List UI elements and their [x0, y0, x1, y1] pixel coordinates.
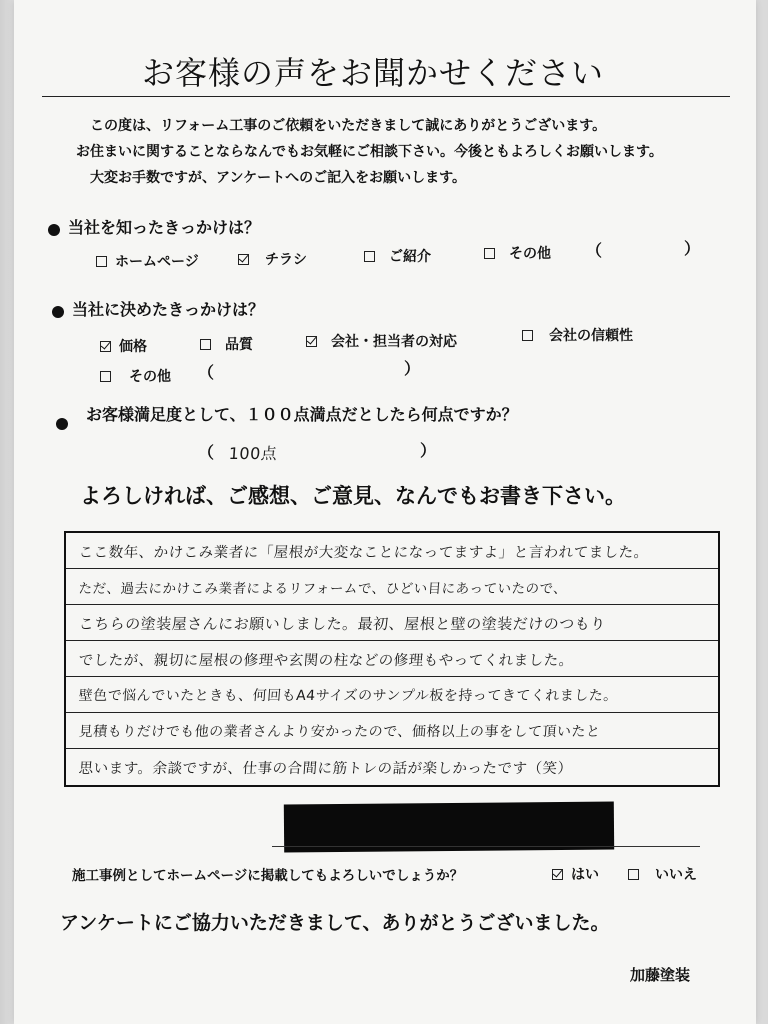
intro-line-2: お住まいに関することならなんでもお気軽にご相談下さい。今後ともよろしくお願いします。: [76, 144, 663, 160]
q3-paren-close: ）: [420, 441, 437, 460]
option-label: 会社・担当者の対応: [331, 334, 457, 350]
q3-paren-open: （: [198, 443, 215, 462]
intro-line-1: この度は、リフォーム工事のご依頼をいただきまして誠にありがとうございます。: [90, 118, 607, 134]
consent-yes[interactable]: [552, 864, 599, 884]
q1-paren-close: ）: [684, 239, 701, 258]
comment-line-5: 壁色で悩んでいたときも、何回もA4サイズのサンプル板を持ってきてくれました。: [78, 688, 619, 704]
comment-rule: [66, 748, 718, 749]
signature-line: [272, 846, 700, 847]
checkbox-icon[interactable]: [522, 330, 533, 341]
checkbox-icon[interactable]: [484, 248, 495, 259]
option-label: ご紹介: [389, 249, 431, 265]
q1-question: 当社を知ったきっかけは？: [68, 218, 261, 237]
q1-option-other[interactable]: [484, 243, 551, 263]
checkbox-checked-icon[interactable]: [238, 254, 249, 265]
comment-rule: [66, 676, 718, 677]
q2-option-price[interactable]: [100, 336, 147, 356]
comment-rule: [66, 640, 718, 641]
company-name: 加藤塗装: [630, 966, 691, 984]
q2-bullet-icon: [52, 306, 64, 318]
q2-option-other[interactable]: [100, 366, 171, 386]
checkbox-checked-icon[interactable]: [100, 341, 111, 352]
redacted-signature: [284, 802, 614, 853]
q2-paren-close: ）: [404, 359, 421, 378]
consent-no-label: いいえ: [655, 867, 697, 883]
page-title: お客様の声をお聞かせください: [142, 54, 605, 92]
checkbox-checked-icon[interactable]: [552, 869, 563, 880]
option-label: 会社の信頼性: [549, 328, 633, 344]
q2-question: 当社に決めたきっかけは？: [72, 300, 265, 319]
option-label: ホームページ: [115, 254, 199, 270]
comment-rule: [66, 604, 718, 605]
q2-option-staff[interactable]: [306, 331, 457, 351]
comment-invite: よろしければ、ご感想、ご意見、なんでもお書き下さい。: [80, 484, 626, 508]
q1-option-flyer[interactable]: [238, 249, 307, 269]
q1-bullet-icon: [48, 224, 60, 236]
comment-rule: [66, 712, 718, 713]
option-label: 品質: [225, 337, 253, 353]
comment-line-3: こちらの塗装屋さんにお願いしました。最初、屋根と壁の塗装だけのつもり: [78, 615, 607, 633]
option-label: その他: [129, 369, 171, 385]
option-label: 価格: [119, 339, 147, 355]
option-label: チラシ: [265, 252, 307, 268]
comment-box: [64, 531, 720, 787]
comment-line-2: ただ、過去にかけこみ業者によるリフォームで、ひどい目にあっていたので、: [78, 581, 568, 597]
consent-yes-label: はい: [571, 867, 599, 883]
checkbox-icon[interactable]: [96, 256, 107, 267]
thanks-message: アンケートにご協力いただきまして、ありがとうございました。: [60, 912, 610, 934]
checkbox-icon[interactable]: [200, 339, 211, 350]
checkbox-icon[interactable]: [100, 371, 111, 382]
comment-rule: [66, 568, 718, 569]
q3-bullet-icon: [56, 418, 68, 430]
q1-option-referral[interactable]: [364, 246, 431, 266]
comment-line-1: ここ数年、かけこみ業者に「屋根が大変なことになってますよ」と言われてました。: [78, 545, 650, 561]
intro-line-3: 大変お手数ですが、アンケートへのご記入をお願いします。: [90, 170, 467, 186]
comment-line-7: 思います。余談ですが、仕事の合間に筋トレの話が楽しかったです（笑）: [78, 761, 574, 777]
option-label: その他: [509, 246, 551, 262]
checkbox-checked-icon[interactable]: [306, 336, 317, 347]
q2-option-quality[interactable]: [200, 334, 253, 354]
title-underline: [42, 96, 730, 97]
survey-sheet: [14, 0, 756, 1024]
checkbox-icon[interactable]: [628, 869, 639, 880]
q1-option-homepage[interactable]: [96, 251, 199, 271]
q3-handwritten-answer: 100点: [228, 444, 278, 463]
checkbox-icon[interactable]: [364, 251, 375, 262]
comment-line-4: でしたが、親切に屋根の修理や玄関の柱などの修理もやってくれました。: [78, 653, 575, 669]
consent-no[interactable]: [628, 864, 697, 884]
consent-question: 施工事例としてホームページに掲載してもよろしいでしょうか？: [72, 868, 464, 884]
comment-line-6: 見積もりだけでも他の業者さんより安かったので、価格以上の事をして頂いたと: [78, 724, 601, 740]
q2-paren-open: （: [198, 363, 215, 382]
q1-paren-open: （: [586, 241, 603, 260]
q2-option-reliability[interactable]: [522, 325, 633, 345]
q3-question: お客様満足度として、１００点満点だとしたら何点ですか？: [86, 405, 518, 424]
